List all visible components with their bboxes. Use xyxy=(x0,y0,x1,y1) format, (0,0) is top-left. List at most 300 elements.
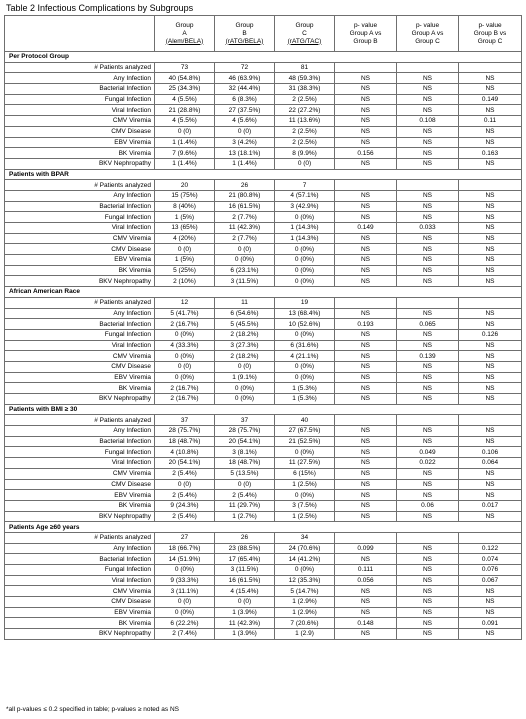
cell-p-bc: NS xyxy=(459,308,522,319)
table-row xyxy=(5,426,522,437)
cell-p-ab: NS xyxy=(335,554,397,565)
cell-group-c: 2 (2.5%) xyxy=(275,137,335,148)
cell-group-c: 6 (31.6%) xyxy=(275,340,335,351)
cell-p-ac: NS xyxy=(397,468,459,479)
table-row xyxy=(5,126,522,137)
cell-group-b: 32 (44.4%) xyxy=(215,84,275,95)
cell-group-b: 0 (0) xyxy=(215,126,275,137)
cell-group-c: 12 (35.3%) xyxy=(275,575,335,586)
cell-p-bc: 0.064 xyxy=(459,458,522,469)
row-label: CMV Viremia xyxy=(5,351,155,362)
row-label: EBV Viremia xyxy=(5,255,155,266)
cell-group-c: 7 xyxy=(275,180,335,191)
cell-p-bc: NS xyxy=(459,276,522,287)
table-row xyxy=(5,532,522,543)
cell-p-bc: NS xyxy=(459,126,522,137)
row-label: Any Infection xyxy=(5,426,155,437)
table-row xyxy=(5,629,522,640)
table-row xyxy=(5,597,522,608)
cell-group-a: 2 (16.7%) xyxy=(155,383,215,394)
cell-p-ab: NS xyxy=(335,126,397,137)
cell-p-ac: NS xyxy=(397,436,459,447)
section-title: Patients Age ≥60 years xyxy=(5,522,522,533)
cell-group-a: 12 xyxy=(155,297,215,308)
cell-group-c: 21 (52.5%) xyxy=(275,436,335,447)
cell-p-ac: NS xyxy=(397,575,459,586)
cell-group-b: 2 (5.4%) xyxy=(215,490,275,501)
infectious-complications-table xyxy=(4,15,522,640)
cell-group-a: 0 (0) xyxy=(155,361,215,372)
table-row xyxy=(5,543,522,554)
header-p-bc: p- value Group B vs Group C xyxy=(459,16,522,52)
row-label: EBV Viremia xyxy=(5,607,155,618)
cell-p-ac: NS xyxy=(397,361,459,372)
cell-group-c: 2 (2.5%) xyxy=(275,94,335,105)
cell-group-a: 0 (0%) xyxy=(155,351,215,362)
row-label: Any Infection xyxy=(5,543,155,554)
cell-p-ac xyxy=(397,532,459,543)
cell-p-bc: NS xyxy=(459,158,522,169)
section-header-row xyxy=(5,287,522,298)
row-label: Bacterial Infection xyxy=(5,84,155,95)
row-label: CMV Disease xyxy=(5,126,155,137)
cell-group-c: 0 (0%) xyxy=(275,361,335,372)
cell-p-ab xyxy=(335,415,397,426)
cell-group-a: 2 (5.4%) xyxy=(155,468,215,479)
cell-p-ab: NS xyxy=(335,340,397,351)
cell-group-a: 9 (33.3%) xyxy=(155,575,215,586)
cell-p-ac: NS xyxy=(397,329,459,340)
cell-group-a: 5 (41.7%) xyxy=(155,308,215,319)
table-row xyxy=(5,137,522,148)
cell-p-ac: 0.108 xyxy=(397,116,459,127)
cell-group-b: 1 (2.7%) xyxy=(215,511,275,522)
header-group-b: Group B (rATG/BELA) xyxy=(215,16,275,52)
cell-p-ab: NS xyxy=(335,84,397,95)
cell-group-b: 20 (54.1%) xyxy=(215,436,275,447)
cell-group-c: 0 (0%) xyxy=(275,372,335,383)
cell-group-b: 26 xyxy=(215,532,275,543)
cell-p-ab: NS xyxy=(335,436,397,447)
cell-group-a: 18 (48.7%) xyxy=(155,436,215,447)
row-label: # Patients analyzed xyxy=(5,62,155,73)
cell-group-b: 4 (15.4%) xyxy=(215,586,275,597)
cell-p-ac: NS xyxy=(397,94,459,105)
cell-group-c: 4 (21.1%) xyxy=(275,351,335,362)
cell-group-c: 19 xyxy=(275,297,335,308)
cell-p-ab xyxy=(335,180,397,191)
cell-group-c: 31 (38.3%) xyxy=(275,84,335,95)
table-row xyxy=(5,329,522,340)
cell-group-b: 2 (7.7%) xyxy=(215,212,275,223)
row-label: Any Infection xyxy=(5,190,155,201)
cell-group-a: 0 (0) xyxy=(155,126,215,137)
table-row xyxy=(5,554,522,565)
cell-p-bc: 0.074 xyxy=(459,554,522,565)
cell-p-ab: NS xyxy=(335,265,397,276)
row-label: EBV Viremia xyxy=(5,490,155,501)
cell-group-a: 27 xyxy=(155,532,215,543)
row-label: CMV Viremia xyxy=(5,586,155,597)
cell-group-c: 1 (5.3%) xyxy=(275,383,335,394)
cell-p-ab xyxy=(335,297,397,308)
cell-group-a: 3 (11.1%) xyxy=(155,586,215,597)
cell-group-a: 0 (0) xyxy=(155,597,215,608)
cell-p-ab: NS xyxy=(335,597,397,608)
cell-group-b: 72 xyxy=(215,62,275,73)
cell-p-ab: 0.149 xyxy=(335,223,397,234)
row-label: # Patients analyzed xyxy=(5,297,155,308)
cell-group-c: 0 (0%) xyxy=(275,265,335,276)
cell-p-ab: NS xyxy=(335,158,397,169)
cell-p-ac: NS xyxy=(397,190,459,201)
cell-p-bc: NS xyxy=(459,319,522,330)
cell-group-c: 0 (0%) xyxy=(275,447,335,458)
cell-group-b: 1 (3.9%) xyxy=(215,629,275,640)
cell-p-ab: NS xyxy=(335,190,397,201)
cell-group-c: 1 (2.5%) xyxy=(275,479,335,490)
cell-group-c: 0 (0) xyxy=(275,158,335,169)
cell-group-c: 1 (2.9%) xyxy=(275,607,335,618)
cell-p-ab: NS xyxy=(335,479,397,490)
row-label: BK Viremia xyxy=(5,265,155,276)
cell-p-ab: NS xyxy=(335,511,397,522)
cell-p-bc: NS xyxy=(459,105,522,116)
table-row xyxy=(5,575,522,586)
cell-group-c: 0 (0%) xyxy=(275,565,335,576)
cell-p-bc: 0.067 xyxy=(459,575,522,586)
cell-group-b: 37 xyxy=(215,415,275,426)
cell-p-bc: NS xyxy=(459,233,522,244)
cell-group-c: 4 (57.1%) xyxy=(275,190,335,201)
cell-p-bc: NS xyxy=(459,383,522,394)
cell-group-b: 11 (42.3%) xyxy=(215,618,275,629)
cell-p-ab: NS xyxy=(335,212,397,223)
cell-p-bc: NS xyxy=(459,511,522,522)
cell-p-bc xyxy=(459,180,522,191)
cell-p-ab: NS xyxy=(335,607,397,618)
row-label: BK Viremia xyxy=(5,383,155,394)
cell-p-ac: NS xyxy=(397,426,459,437)
cell-p-ab: 0.193 xyxy=(335,319,397,330)
row-label: EBV Viremia xyxy=(5,372,155,383)
cell-group-a: 20 (54.1%) xyxy=(155,458,215,469)
row-label: Bacterial Infection xyxy=(5,201,155,212)
cell-group-b: 46 (63.9%) xyxy=(215,73,275,84)
cell-p-ab: NS xyxy=(335,629,397,640)
cell-p-ab: NS xyxy=(335,447,397,458)
cell-group-b: 5 (45.5%) xyxy=(215,319,275,330)
cell-p-bc: NS xyxy=(459,597,522,608)
cell-p-ac: 0.033 xyxy=(397,223,459,234)
table-row xyxy=(5,319,522,330)
cell-p-bc: NS xyxy=(459,629,522,640)
cell-p-ab: NS xyxy=(335,383,397,394)
cell-group-a: 4 (20%) xyxy=(155,233,215,244)
cell-group-b: 1 (3.9%) xyxy=(215,607,275,618)
row-label: CMV Viremia xyxy=(5,116,155,127)
cell-p-ac: NS xyxy=(397,618,459,629)
section-header-row xyxy=(5,522,522,533)
cell-p-bc: 0.126 xyxy=(459,329,522,340)
header-row xyxy=(5,16,522,52)
cell-group-a: 2 (10%) xyxy=(155,276,215,287)
cell-p-bc: NS xyxy=(459,607,522,618)
table-row xyxy=(5,148,522,159)
cell-p-ac: NS xyxy=(397,201,459,212)
cell-p-bc: NS xyxy=(459,223,522,234)
cell-group-a: 0 (0%) xyxy=(155,329,215,340)
table-row xyxy=(5,223,522,234)
cell-group-a: 2 (5.4%) xyxy=(155,511,215,522)
cell-p-bc: NS xyxy=(459,137,522,148)
table-row xyxy=(5,511,522,522)
section-title: Patients with BPAR xyxy=(5,169,522,180)
cell-p-ab: NS xyxy=(335,468,397,479)
cell-p-ac: NS xyxy=(397,265,459,276)
cell-group-b: 1 (9.1%) xyxy=(215,372,275,383)
cell-p-ab: 0.148 xyxy=(335,618,397,629)
cell-group-b: 6 (54.6%) xyxy=(215,308,275,319)
cell-p-bc: NS xyxy=(459,586,522,597)
row-label: # Patients analyzed xyxy=(5,180,155,191)
cell-p-ab: NS xyxy=(335,351,397,362)
cell-p-ac: NS xyxy=(397,84,459,95)
cell-p-bc: NS xyxy=(459,265,522,276)
cell-group-c: 0 (0%) xyxy=(275,490,335,501)
cell-p-ac: 0.065 xyxy=(397,319,459,330)
cell-p-ac: NS xyxy=(397,308,459,319)
cell-group-c: 40 xyxy=(275,415,335,426)
table-row xyxy=(5,84,522,95)
cell-group-c: 1 (2.9%) xyxy=(275,597,335,608)
cell-p-ac xyxy=(397,297,459,308)
row-label: CMV Disease xyxy=(5,244,155,255)
cell-p-ab: NS xyxy=(335,329,397,340)
cell-group-a: 4 (5.5%) xyxy=(155,116,215,127)
cell-p-bc: 0.091 xyxy=(459,618,522,629)
cell-group-b: 0 (0%) xyxy=(215,383,275,394)
row-label: CMV Viremia xyxy=(5,233,155,244)
cell-group-b: 28 (75.7%) xyxy=(215,426,275,437)
cell-group-c: 0 (0%) xyxy=(275,329,335,340)
cell-p-bc: NS xyxy=(459,361,522,372)
cell-p-ac: NS xyxy=(397,148,459,159)
table-row xyxy=(5,490,522,501)
cell-group-b: 0 (0) xyxy=(215,597,275,608)
cell-group-c: 10 (52.6%) xyxy=(275,319,335,330)
cell-p-bc: NS xyxy=(459,436,522,447)
cell-group-a: 0 (0%) xyxy=(155,565,215,576)
cell-group-a: 4 (33.3%) xyxy=(155,340,215,351)
cell-group-b: 11 xyxy=(215,297,275,308)
cell-group-b: 21 (80.8%) xyxy=(215,190,275,201)
cell-group-a: 21 (28.8%) xyxy=(155,105,215,116)
cell-group-b: 2 (7.7%) xyxy=(215,233,275,244)
cell-group-a: 0 (0) xyxy=(155,244,215,255)
cell-group-a: 4 (10.8%) xyxy=(155,447,215,458)
row-label: Bacterial Infection xyxy=(5,319,155,330)
cell-p-ab: NS xyxy=(335,372,397,383)
cell-group-b: 16 (61.5%) xyxy=(215,201,275,212)
cell-group-a: 7 (9.6%) xyxy=(155,148,215,159)
cell-p-ac: NS xyxy=(397,383,459,394)
section-title: African American Race xyxy=(5,287,522,298)
cell-p-ac: NS xyxy=(397,233,459,244)
cell-p-bc: 0.149 xyxy=(459,94,522,105)
row-label: BKV Nephropathy xyxy=(5,394,155,405)
cell-p-ab: 0.099 xyxy=(335,543,397,554)
cell-p-bc: NS xyxy=(459,201,522,212)
table-row xyxy=(5,233,522,244)
cell-p-ab: NS xyxy=(335,500,397,511)
cell-group-a: 0 (0%) xyxy=(155,372,215,383)
cell-group-a: 14 (51.9%) xyxy=(155,554,215,565)
table-row xyxy=(5,212,522,223)
row-label: Bacterial Infection xyxy=(5,436,155,447)
cell-p-ac: NS xyxy=(397,244,459,255)
cell-p-bc: NS xyxy=(459,84,522,95)
cell-group-b: 5 (13.5%) xyxy=(215,468,275,479)
row-label: CMV Disease xyxy=(5,479,155,490)
cell-group-c: 22 (27.2%) xyxy=(275,105,335,116)
cell-group-a: 28 (75.7%) xyxy=(155,426,215,437)
row-label: Fungal Infection xyxy=(5,447,155,458)
row-label: BK Viremia xyxy=(5,500,155,511)
row-label: Bacterial Infection xyxy=(5,554,155,565)
cell-group-a: 4 (5.5%) xyxy=(155,94,215,105)
table-row xyxy=(5,468,522,479)
cell-p-ac xyxy=(397,180,459,191)
cell-group-c: 1 (2.5%) xyxy=(275,511,335,522)
cell-group-a: 1 (5%) xyxy=(155,255,215,266)
table-row xyxy=(5,94,522,105)
cell-p-bc: 0.076 xyxy=(459,565,522,576)
cell-p-ac: 0.06 xyxy=(397,500,459,511)
cell-p-bc: NS xyxy=(459,212,522,223)
cell-group-b: 6 (8.3%) xyxy=(215,94,275,105)
table-row xyxy=(5,180,522,191)
table-row xyxy=(5,62,522,73)
cell-group-b: 1 (1.4%) xyxy=(215,158,275,169)
row-label: Any Infection xyxy=(5,73,155,84)
cell-group-a: 37 xyxy=(155,415,215,426)
cell-group-b: 2 (18.2%) xyxy=(215,351,275,362)
row-label: CMV Disease xyxy=(5,361,155,372)
table-row xyxy=(5,607,522,618)
cell-p-ac: NS xyxy=(397,158,459,169)
cell-p-ac: NS xyxy=(397,554,459,565)
cell-p-ab: NS xyxy=(335,394,397,405)
cell-group-a: 20 xyxy=(155,180,215,191)
table-row xyxy=(5,458,522,469)
row-label: Viral Infection xyxy=(5,458,155,469)
cell-group-b: 0 (0%) xyxy=(215,255,275,266)
cell-group-b: 3 (11.5%) xyxy=(215,276,275,287)
cell-group-c: 34 xyxy=(275,532,335,543)
table-row xyxy=(5,340,522,351)
table-row xyxy=(5,361,522,372)
cell-group-a: 40 (54.8%) xyxy=(155,73,215,84)
cell-p-ab: NS xyxy=(335,116,397,127)
table-row xyxy=(5,383,522,394)
cell-p-ab: 0.056 xyxy=(335,575,397,586)
cell-p-ab: NS xyxy=(335,586,397,597)
cell-group-b: 3 (4.2%) xyxy=(215,137,275,148)
row-label: # Patients analyzed xyxy=(5,532,155,543)
table-title: Table 2 Infectious Complications by Subgroups xyxy=(6,3,194,13)
cell-group-b: 23 (88.5%) xyxy=(215,543,275,554)
row-label: BK Viremia xyxy=(5,618,155,629)
table-row xyxy=(5,308,522,319)
row-label: CMV Disease xyxy=(5,597,155,608)
cell-group-c: 1 (2.9) xyxy=(275,629,335,640)
cell-group-c: 24 (70.6%) xyxy=(275,543,335,554)
cell-p-ac: NS xyxy=(397,543,459,554)
cell-group-a: 13 (65%) xyxy=(155,223,215,234)
table-row xyxy=(5,351,522,362)
table-row xyxy=(5,586,522,597)
cell-p-ac: NS xyxy=(397,629,459,640)
cell-p-ab: 0.156 xyxy=(335,148,397,159)
row-label: BKV Nephropathy xyxy=(5,511,155,522)
table-row xyxy=(5,190,522,201)
cell-p-ac: NS xyxy=(397,597,459,608)
cell-p-bc: 0.11 xyxy=(459,116,522,127)
footnote: *all p-values ≤ 0.2 specified in table; p-values ≥ noted as NS xyxy=(6,706,179,713)
cell-p-ab: NS xyxy=(335,233,397,244)
cell-group-a: 1 (1.4%) xyxy=(155,158,215,169)
cell-group-a: 1 (5%) xyxy=(155,212,215,223)
cell-p-ac: NS xyxy=(397,340,459,351)
cell-group-a: 2 (7.4%) xyxy=(155,629,215,640)
cell-group-a: 8 (40%) xyxy=(155,201,215,212)
cell-p-ab: NS xyxy=(335,94,397,105)
cell-group-b: 0 (0) xyxy=(215,244,275,255)
cell-p-ac: NS xyxy=(397,586,459,597)
cell-p-ab xyxy=(335,532,397,543)
cell-p-ac: 0.139 xyxy=(397,351,459,362)
table-row xyxy=(5,265,522,276)
table-row xyxy=(5,447,522,458)
cell-p-bc: 0.017 xyxy=(459,500,522,511)
cell-group-c: 8 (9.9%) xyxy=(275,148,335,159)
cell-group-a: 2 (5.4%) xyxy=(155,490,215,501)
table-row xyxy=(5,372,522,383)
row-label: BK Viremia xyxy=(5,148,155,159)
cell-p-bc: 0.163 xyxy=(459,148,522,159)
cell-group-b: 4 (5.6%) xyxy=(215,116,275,127)
cell-p-bc: NS xyxy=(459,255,522,266)
cell-p-ab: NS xyxy=(335,458,397,469)
cell-p-bc: NS xyxy=(459,190,522,201)
cell-p-bc: NS xyxy=(459,73,522,84)
cell-group-b: 0 (0%) xyxy=(215,394,275,405)
cell-p-bc: NS xyxy=(459,351,522,362)
cell-p-ac: NS xyxy=(397,565,459,576)
table-row xyxy=(5,394,522,405)
cell-p-bc: 0.122 xyxy=(459,543,522,554)
cell-p-ac: NS xyxy=(397,511,459,522)
cell-p-ac: NS xyxy=(397,394,459,405)
row-label: Fungal Infection xyxy=(5,94,155,105)
cell-p-ac: NS xyxy=(397,607,459,618)
cell-group-b: 0 (0) xyxy=(215,361,275,372)
cell-group-b: 26 xyxy=(215,180,275,191)
cell-p-ac: NS xyxy=(397,255,459,266)
cell-p-bc: NS xyxy=(459,479,522,490)
table-row xyxy=(5,158,522,169)
